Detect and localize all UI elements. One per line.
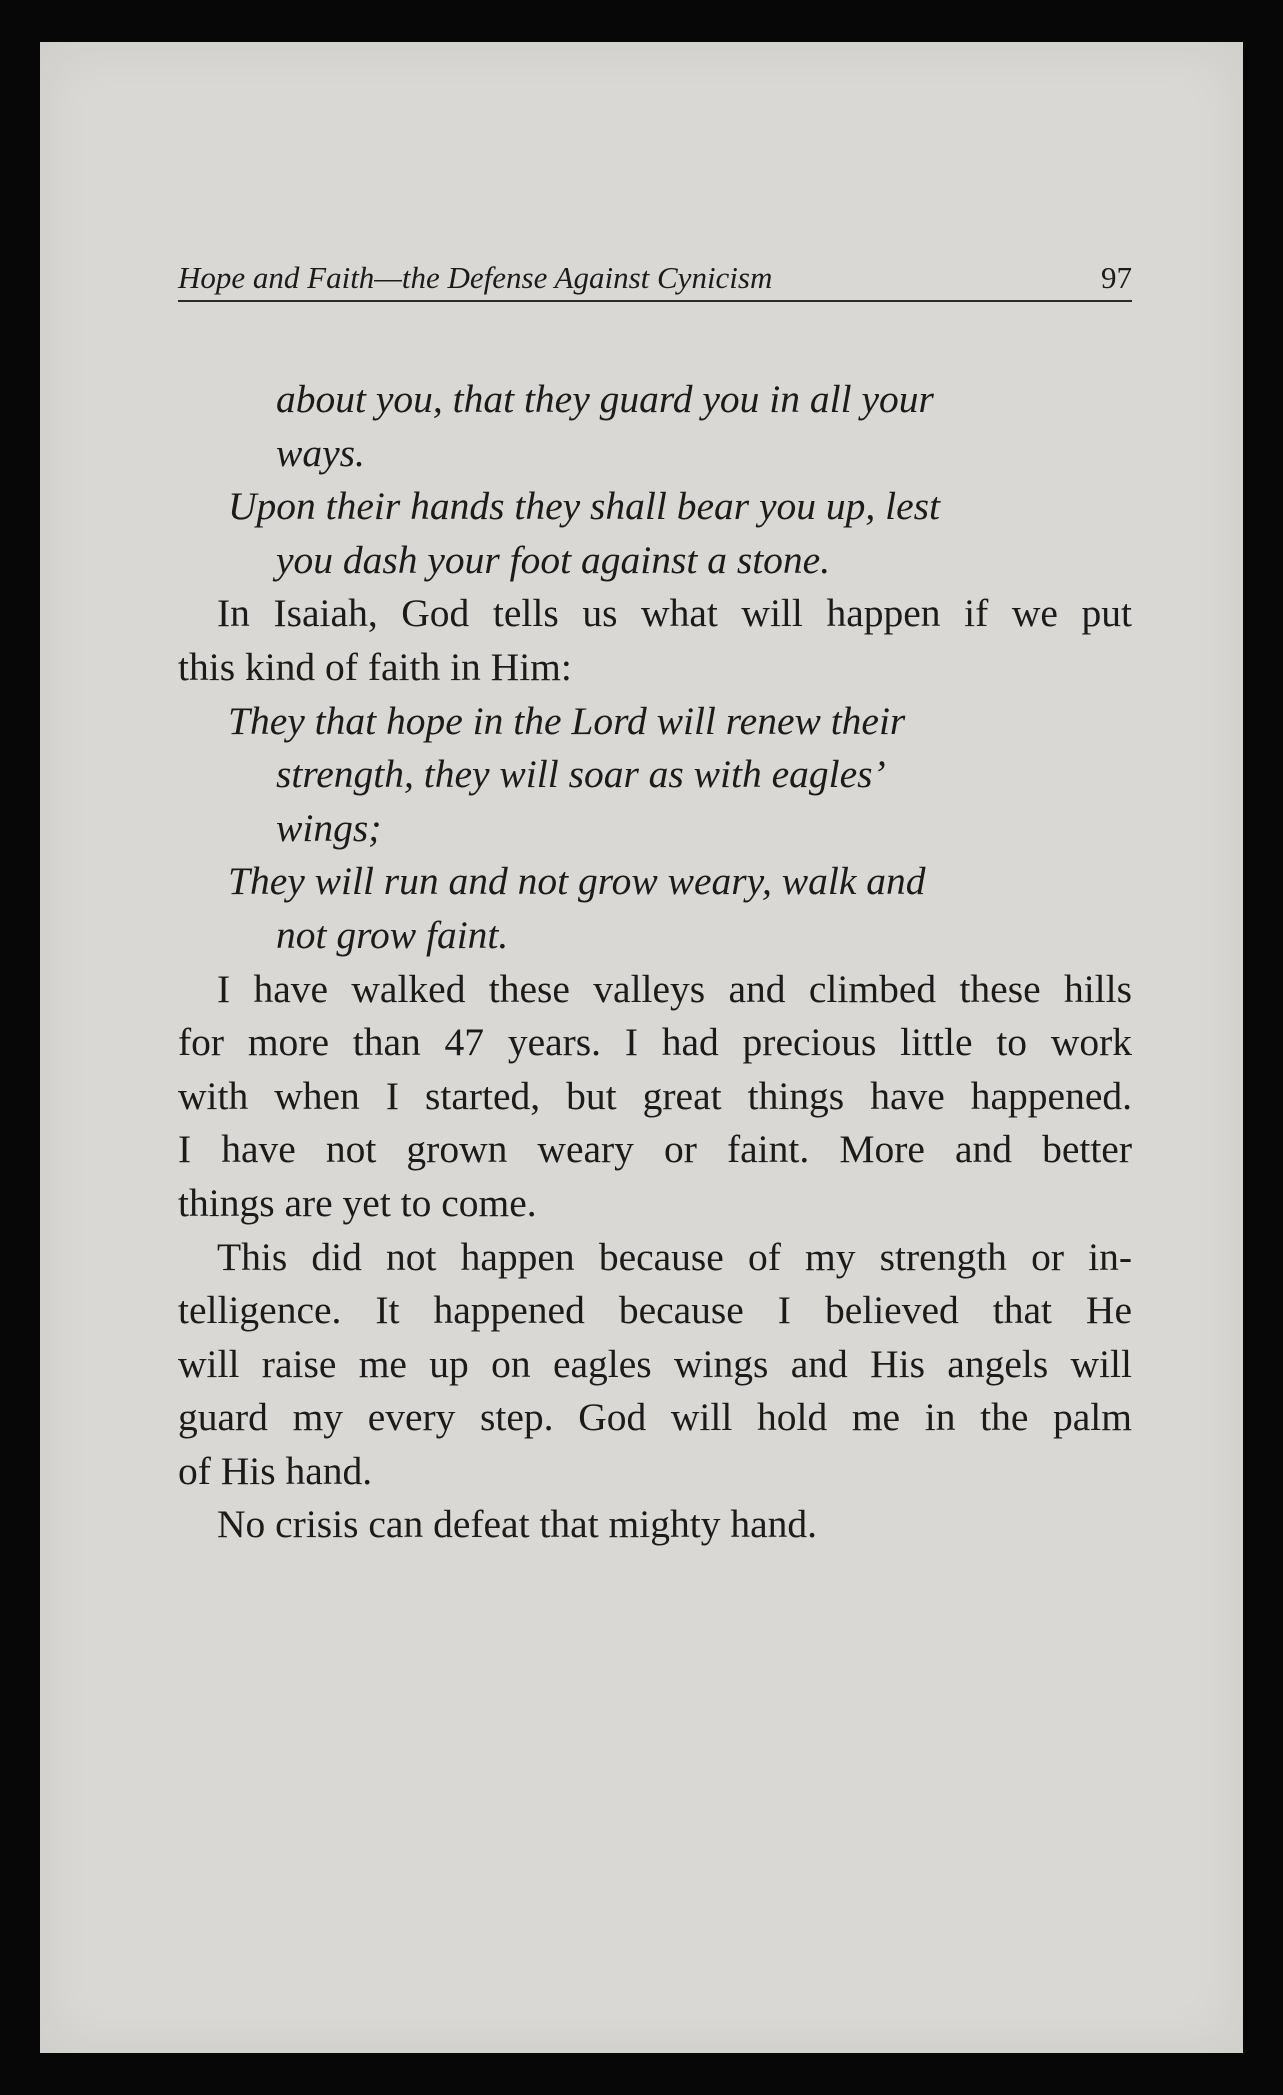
text-line: telligence. It happened because I believed that He <box>178 1288 1132 1333</box>
text-line: strength, they will soar as with eagles’ <box>276 752 886 797</box>
book-page <box>40 42 1243 2053</box>
text-line: about you, that they guard you in all your <box>276 377 934 421</box>
text-line: In Isaiah, God tells us what will happen if we put <box>217 591 1132 636</box>
text-line: ways. <box>276 430 365 475</box>
text-line: you dash your foot against a stone. <box>276 537 831 582</box>
text-line: this kind of faith in Him: <box>178 644 572 689</box>
text-line: Upon their hands they shall bear you up, lest <box>228 484 941 529</box>
text-line: will raise me up on eagles wings and His angels will <box>178 1341 1132 1386</box>
text-line: No crisis can defeat that mighty hand. <box>217 1502 818 1547</box>
text-line: They will run and not grow weary, walk and <box>228 859 926 904</box>
text-line: This did not happen because of my strength or in- <box>217 1234 1132 1279</box>
chapter-title: Hope and Faith—the Defense Against Cynicism <box>178 260 773 295</box>
body-text <box>178 373 1132 1552</box>
text-line: I have not grown weary or faint. More and better <box>178 1127 1132 1172</box>
text-line: guard my every step. God will hold me in the palm <box>178 1395 1132 1440</box>
text-line: with when I started, but great things have happened. <box>178 1073 1132 1118</box>
text-line: for more than 47 years. I had precious little to work <box>178 1020 1132 1065</box>
text-line: I have walked these valleys and climbed these hills <box>217 966 1132 1011</box>
text-line: not grow faint. <box>276 912 509 957</box>
text-line: of His hand. <box>178 1448 373 1493</box>
text-line: wings; <box>276 805 382 850</box>
text-line: They that hope in the Lord will renew their <box>228 698 906 743</box>
running-header <box>178 256 1132 302</box>
text-line: things are yet to come. <box>178 1180 537 1225</box>
page-number: 97 <box>1101 260 1132 295</box>
